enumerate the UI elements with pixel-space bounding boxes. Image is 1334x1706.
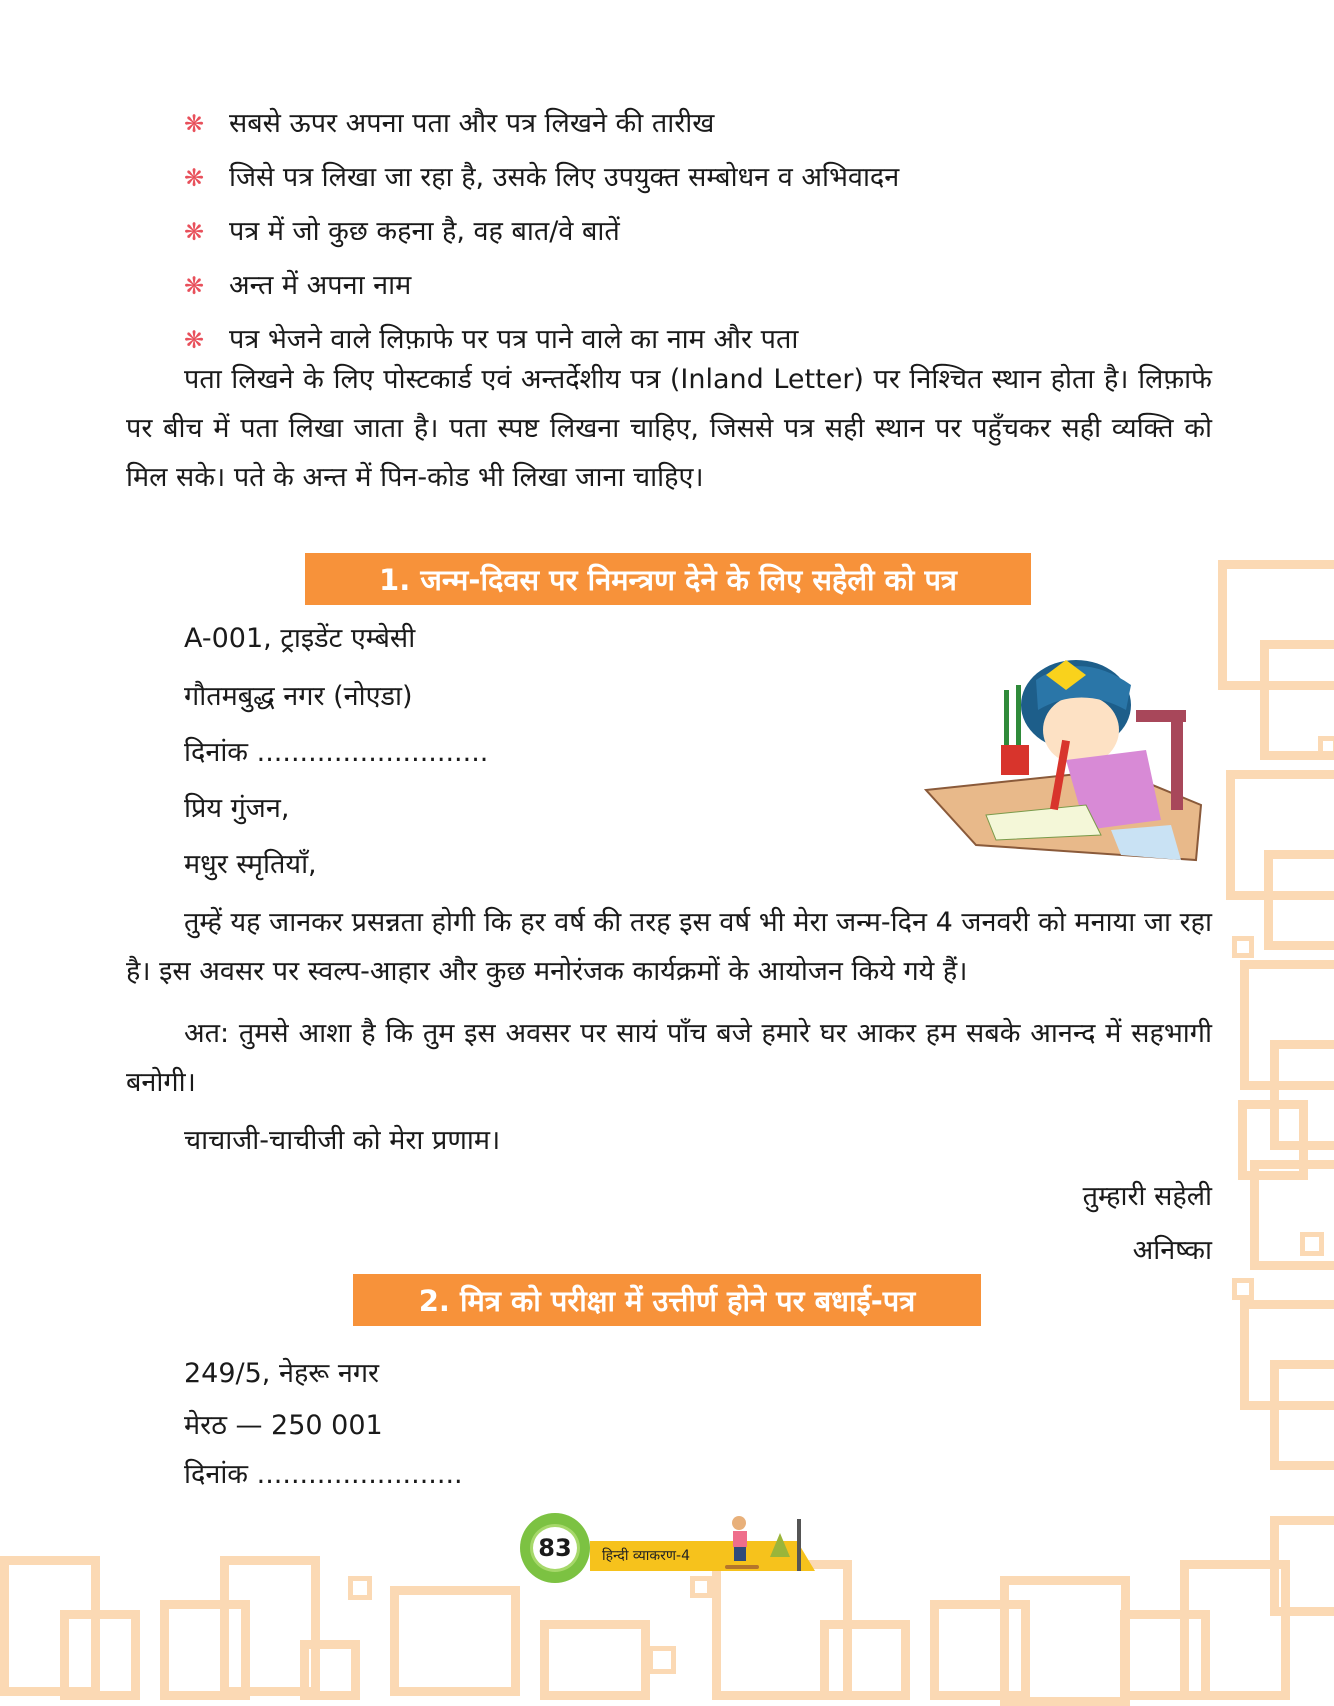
asterisk-bullet-icon: ❋ <box>184 110 205 138</box>
letter-date: दिनांक ........................ <box>184 1459 463 1490</box>
letter-body-text: अत: तुमसे आशा है कि तुम इस अवसर पर सायं पाँच बजे हमारे घर आकर हम सबके आनन्द में सहभागी बनोगी। <box>126 1018 1212 1098</box>
sender-address-line1: 249/5, नेहरू नगर <box>184 1358 380 1389</box>
asterisk-bullet-icon: ❋ <box>184 164 205 192</box>
asterisk-bullet-icon: ❋ <box>184 326 205 354</box>
list-item-text: जिसे पत्र लिखा जा रहा है, उसके लिए उपयुक्त सम्बोधन व अभिवादन <box>229 162 900 193</box>
intro-paragraph-text: पता लिखने के लिए पोस्टकार्ड एवं अन्तर्देशीय पत्र (Inland Letter) पर निश्चित स्थान होता है। लिफ़ाफे पर बीच में पता लिखा जाता है। पता स्पष्ट लिखना चाहिए, जिससे पत्र सही स्थान पर पहुँचकर सही व्यक्ति को मिल सके। पते के अन्त में पिन-कोड भी लिखा जाना चाहिए। <box>126 364 1212 493</box>
letter-body-paragraph-2 <box>126 1009 1212 1107</box>
sender-address-line2: गौतमबुद्ध नगर (नोएडा) <box>184 681 413 712</box>
letter-closing: तुम्हारी सहेली <box>1082 1181 1212 1212</box>
asterisk-bullet-icon: ❋ <box>184 272 205 300</box>
sender-address-line1: A-001, ट्राइडेंट एम्बेसी <box>184 623 416 654</box>
list-item-text: पत्र में जो कुछ कहना है, वह बात/वे बातें <box>229 216 620 247</box>
section-heading-1: 1. जन्म-दिवस पर निमन्त्रण देने के लिए सहेली को पत्र <box>305 553 1031 605</box>
book-title: हिन्दी व्याकरण-4 <box>602 1548 690 1564</box>
letter-body-text: तुम्हें यह जानकर प्रसन्नता होगी कि हर वर्ष की तरह इस वर्ष भी मेरा जन्म-दिन 4 जनवरी को मनाया जा रहा है। इस अवसर पर स्वल्प-आहार और कुछ मनोरंजक कार्यक्रमों के आयोजन किये गये हैं। <box>126 907 1212 987</box>
salutation: प्रिय गुंजन, <box>184 793 290 824</box>
letter-signature: अनिष्का <box>1132 1235 1212 1266</box>
lamp-post-icon <box>797 1519 801 1571</box>
intro-paragraph <box>126 355 1212 502</box>
letter-date: दिनांक ........................... <box>184 737 489 768</box>
letter-body-paragraph-1 <box>126 898 1212 996</box>
section-heading-2: 2. मित्र को परीक्षा में उत्तीर्ण होने पर बधाई-पत्र <box>353 1274 981 1326</box>
greeting: मधुर स्मृतियाँ, <box>184 849 317 880</box>
list-item-text: सबसे ऊपर अपना पता और पत्र लिखने की तारीख <box>229 108 715 139</box>
list-item-text: पत्र भेजने वाले लिफ़ाफे पर पत्र पाने वाले का नाम और पता <box>229 324 799 355</box>
page-footer <box>520 1505 820 1585</box>
list-item-text: अन्त में अपना नाम <box>229 270 412 301</box>
skateboard-boy-icon <box>725 1515 745 1565</box>
letter-body-paragraph-3: चाचाजी-चाचीजी को मेरा प्रणाम। <box>184 1125 501 1156</box>
tree-icon <box>770 1533 790 1557</box>
page-number: 83 <box>530 1524 580 1572</box>
sender-address-line2: मेरठ — 250 001 <box>184 1410 383 1441</box>
girl-writing-illustration <box>916 630 1206 875</box>
asterisk-bullet-icon: ❋ <box>184 218 205 246</box>
